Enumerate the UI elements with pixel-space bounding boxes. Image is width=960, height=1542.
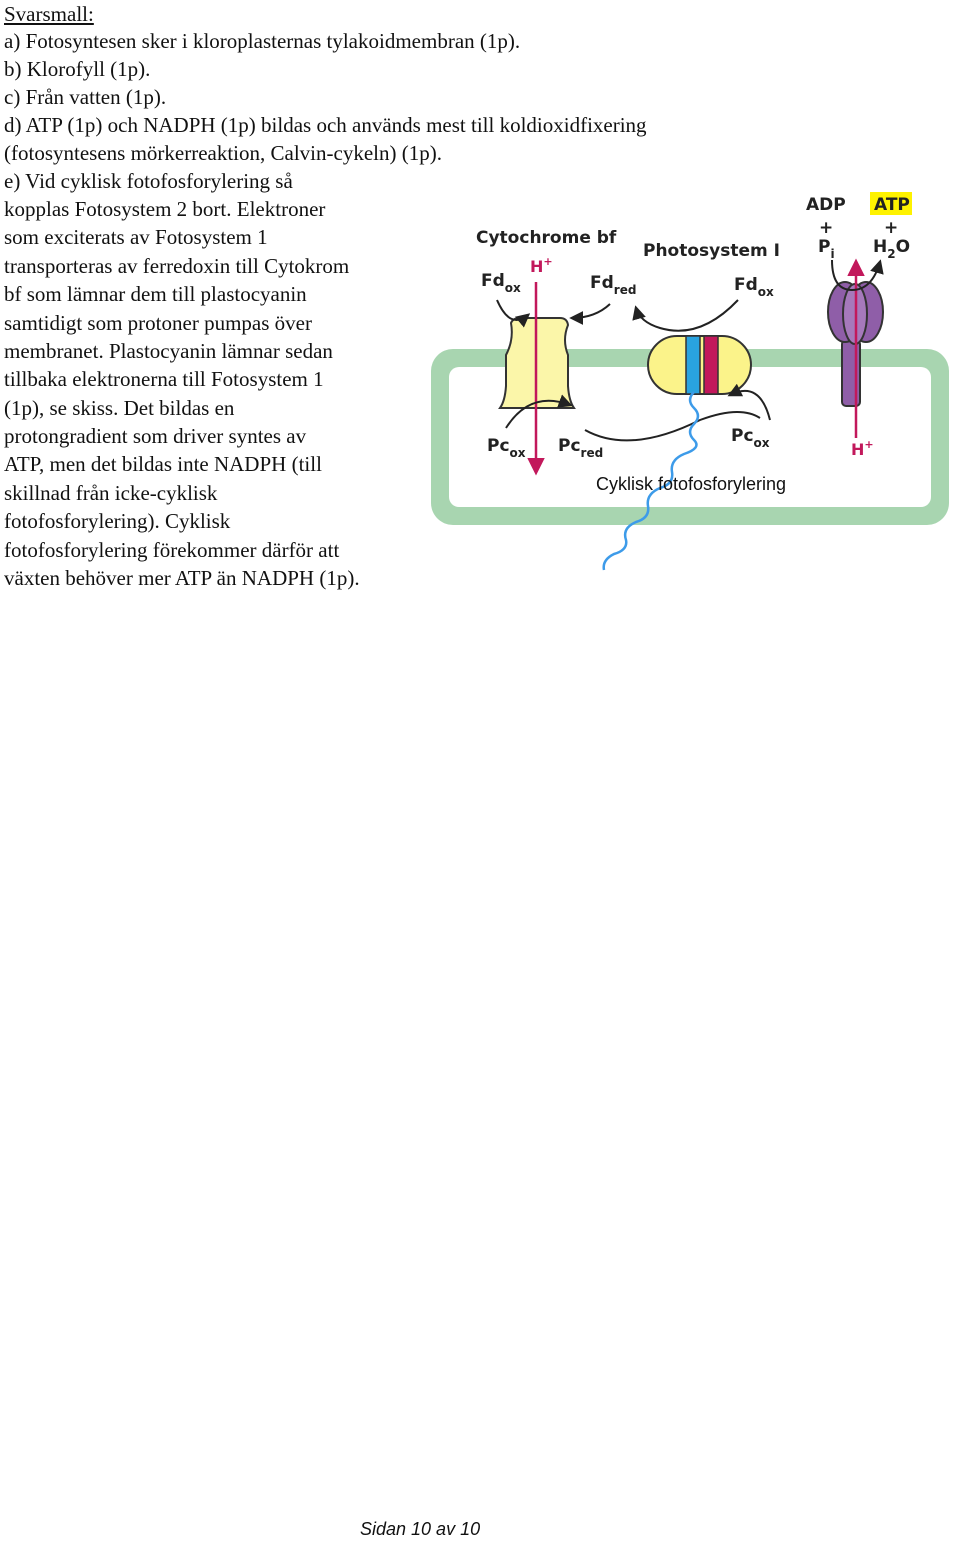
answer-e-line: e) Vid cyklisk fotofosforylering så [4,169,293,193]
label-fd-ox-left: $Fd_{ox}$ [481,271,521,295]
reaction-center-stripe-pink [704,336,718,394]
cyclic-photophosphorylation-diagram [0,0,960,600]
answer-e-line: ATP, men det bildas inte NADPH (till [4,452,322,476]
label-pc-ox-right: $Pc_{ox}$ [731,426,770,450]
label-plus-adp: + [819,218,834,238]
label-pi: $P_i$ [818,237,835,261]
answer-e-line: membranet. Plastocyanin lämnar sedan [4,339,333,363]
label-adp: ADP [806,195,846,215]
label-water: $H_2O$ [873,237,911,261]
label-h-plus-top: H+ [530,255,553,276]
answer-c: c) Från vatten (1p). [4,85,167,109]
answer-e-line: som exciterats av Fotosystem 1 [4,225,268,249]
label-pc-red: $Pc_{red}$ [558,436,604,460]
answer-e-line: fotofosforylering förekommer därför att [4,538,340,562]
answer-e-line: tillbaka elektronerna till Fotosystem 1 [4,367,324,391]
label-h-plus-bottom: H+ [851,438,874,459]
answer-d-line: (fotosyntesens mörkerreaktion, Calvin-cykeln) (1p). [4,141,442,165]
answer-e-line: samtidigt som protoner pumpas över [4,311,312,335]
answer-e-line: kopplas Fotosystem 2 bort. Elektroner [4,197,326,221]
diagram-caption: Cyklisk fotofosforylering [596,474,787,494]
answer-e-line: protongradient som driver syntes av [4,424,307,448]
label-cytochrome-bf: Cytochrome bf [476,228,617,248]
label-fd-ox-right: $Fd_{ox}$ [734,275,774,299]
answer-e-line: fotofosforylering). Cyklisk [4,509,231,533]
fd-red-to-cytochrome-arrow [572,304,610,318]
page-footer: Sidan 10 av 10 [360,1519,481,1539]
label-plus-atp: + [884,218,899,238]
photosystem-to-fd-arrow [636,300,738,331]
answer-d-line: d) ATP (1p) och NADPH (1p) bildas och används mest till koldioxidfixering [4,113,647,137]
answer-e-line: skillnad från icke-cyklisk [4,481,218,505]
answer-e-line: bf som lämnar dem till plastocyanin [4,282,307,306]
label-fd-red: $Fd_{red}$ [590,273,637,297]
answer-e-line: växten behöver mer ATP än NADPH (1p). [4,566,360,590]
answer-b: b) Klorofyll (1p). [4,57,151,81]
reaction-center-stripe-blue [686,336,700,394]
label-photosystem-i: Photosystem I [643,241,780,261]
answer-e-line: transporteras av ferredoxin till Cytokrom [4,254,350,278]
answer-heading: Svarsmall: [4,2,94,26]
label-pc-ox-left: $Pc_{ox}$ [487,436,526,460]
answer-a: a) Fotosyntesen sker i kloroplasternas tylakoidmembran (1p). [4,29,521,53]
label-atp: ATP [874,195,910,215]
answer-e-line: (1p), se skiss. Det bildas en [4,396,235,420]
